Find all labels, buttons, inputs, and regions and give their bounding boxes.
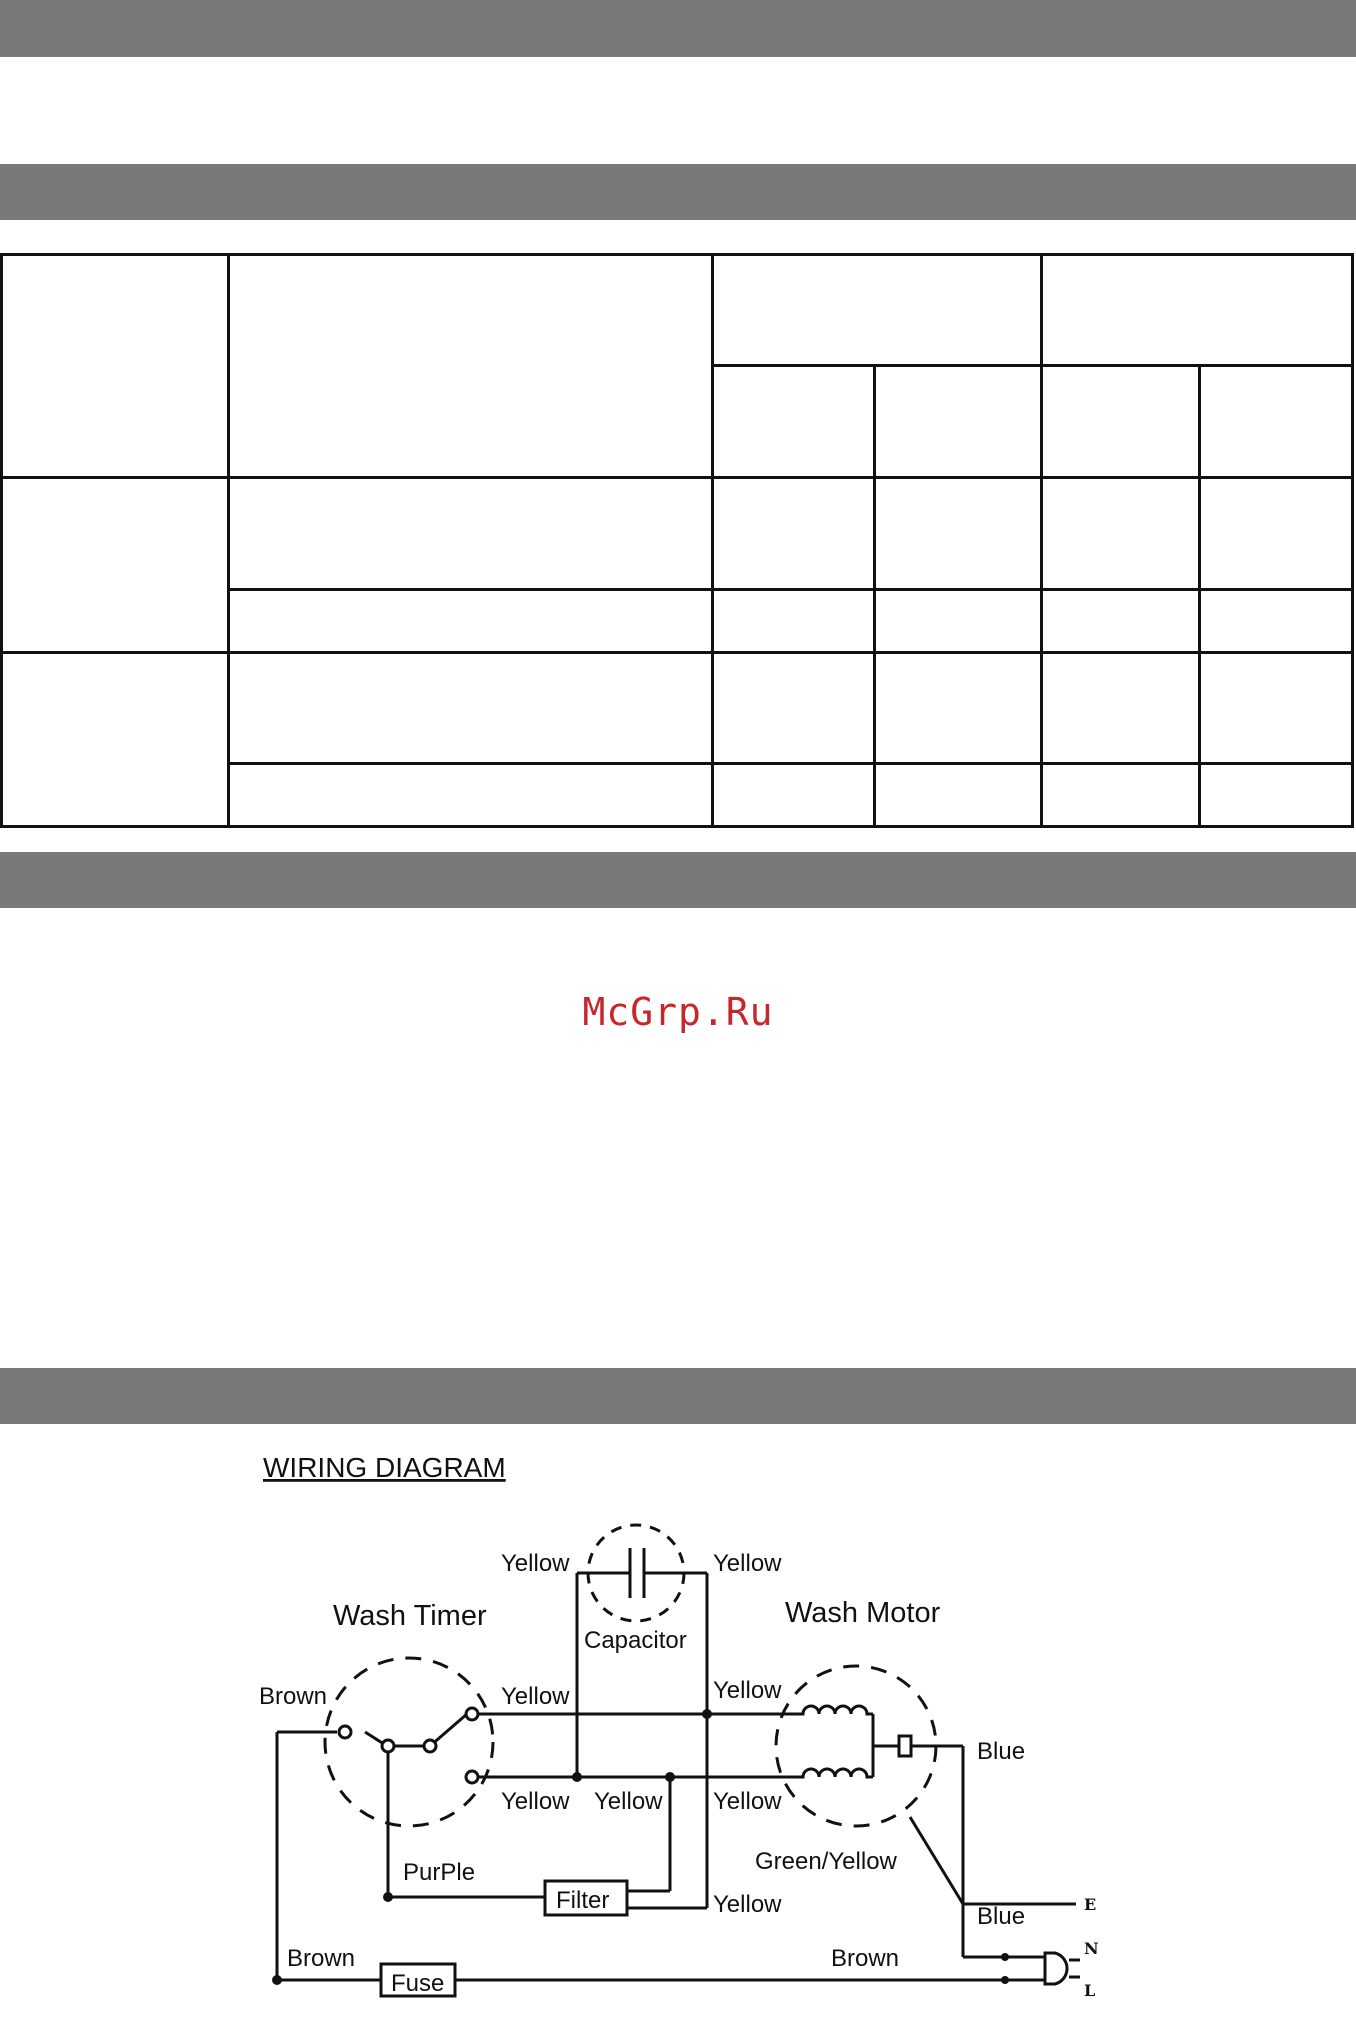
- timer-terminal-top: [466, 1708, 478, 1720]
- header-band-3: [0, 852, 1356, 908]
- table-cell: [713, 478, 875, 589]
- wire-label-purple: PurPle: [403, 1859, 476, 1886]
- wire-label-motor-in-bottom: Yellow: [713, 1788, 782, 1815]
- junction-brown: [272, 1975, 282, 1985]
- header-band-1: [0, 0, 1356, 57]
- table-cell: [713, 652, 875, 763]
- wire-label-brown-right: Brown: [831, 1945, 900, 1972]
- header-band-2: [0, 164, 1356, 220]
- junction-bottom-left: [572, 1772, 582, 1782]
- timer-terminal-common: [382, 1740, 394, 1752]
- table-cell: [875, 589, 1042, 652]
- wire-label-timer-out-top: Yellow: [501, 1683, 570, 1710]
- watermark: McGrp.Ru: [582, 990, 774, 1034]
- wire-label-motor-in-top: Yellow: [713, 1677, 782, 1704]
- table-cell: [713, 763, 875, 826]
- wire-label-blue-right: Blue: [977, 1738, 1026, 1765]
- table-cell: [713, 589, 875, 652]
- header-band-4: [0, 1368, 1356, 1424]
- table-cell: [1042, 589, 1200, 652]
- junction-neutral: [1001, 1953, 1009, 1961]
- wire-green-yellow-diagonal: [910, 1817, 963, 1904]
- junction-purple: [383, 1892, 393, 1902]
- table-cell: [1042, 478, 1200, 589]
- plug-body: [1045, 1953, 1067, 1984]
- table-cell: [1042, 366, 1200, 478]
- motor-coil-top: [800, 1706, 873, 1714]
- table-cell: [229, 589, 713, 652]
- wash-timer-label: Wash Timer: [333, 1600, 487, 1632]
- wire-label-green-yellow: Green/Yellow: [755, 1848, 897, 1875]
- table-cell: [2, 478, 229, 652]
- table-cell: [713, 366, 875, 478]
- wire-label-middle-bottom: Yellow: [594, 1788, 663, 1815]
- terminal-label-live: L: [1084, 1981, 1096, 2000]
- table-cell: [1042, 763, 1200, 826]
- timer-terminal-left: [339, 1726, 351, 1738]
- wash-motor-label: Wash Motor: [785, 1597, 941, 1629]
- table-cell: [229, 478, 713, 589]
- table-cell: [875, 763, 1042, 826]
- wire-label-brown-top: Brown: [259, 1683, 328, 1710]
- wire-label-brown-left: Brown: [287, 1945, 356, 1972]
- table-cell: [1200, 366, 1353, 478]
- motor-thermal-protector: [899, 1736, 911, 1756]
- junction-live: [1001, 1976, 1009, 1984]
- table-cell: [1200, 763, 1353, 826]
- terminal-label-neutral: N: [1084, 1939, 1099, 1958]
- table-cell: [1042, 652, 1200, 763]
- table-cell: [875, 652, 1042, 763]
- table-cell: [1200, 478, 1353, 589]
- motor-coil-bottom: [800, 1769, 873, 1777]
- table-cell: [875, 366, 1042, 478]
- specification-table: [0, 253, 1354, 828]
- capacitor-label: Capacitor: [584, 1627, 687, 1654]
- wire-label-cap-right: Yellow: [713, 1550, 782, 1577]
- wire-label-timer-out-bottom: Yellow: [501, 1788, 570, 1815]
- wire-label-blue-lower: Blue: [977, 1903, 1026, 1930]
- table-cell: [229, 652, 713, 763]
- table-cell: [1200, 652, 1353, 763]
- diagram-title: WIRING DIAGRAM: [263, 1452, 506, 1483]
- filter-label: Filter: [556, 1887, 610, 1914]
- table-cell: [875, 478, 1042, 589]
- table-cell: [1200, 589, 1353, 652]
- timer-terminal-bottom: [466, 1771, 478, 1783]
- wiring-diagram: [0, 1420, 1356, 2020]
- table-cell: [1042, 255, 1353, 366]
- junction-top: [702, 1709, 712, 1719]
- table-cell: [2, 652, 229, 826]
- table-cell: [229, 763, 713, 826]
- wash-timer-outline: [325, 1658, 493, 1826]
- junction-bottom-middle: [665, 1772, 675, 1782]
- wire-label-cap-left: Yellow: [501, 1550, 570, 1577]
- table-cell: [229, 255, 713, 478]
- terminal-label-earth: E: [1084, 1895, 1097, 1914]
- table-cell: [713, 255, 1042, 366]
- timer-terminal-middle: [424, 1740, 436, 1752]
- table-cell: [2, 255, 229, 478]
- fuse-label: Fuse: [391, 1970, 445, 1997]
- wire-label-filter-right: Yellow: [713, 1891, 782, 1918]
